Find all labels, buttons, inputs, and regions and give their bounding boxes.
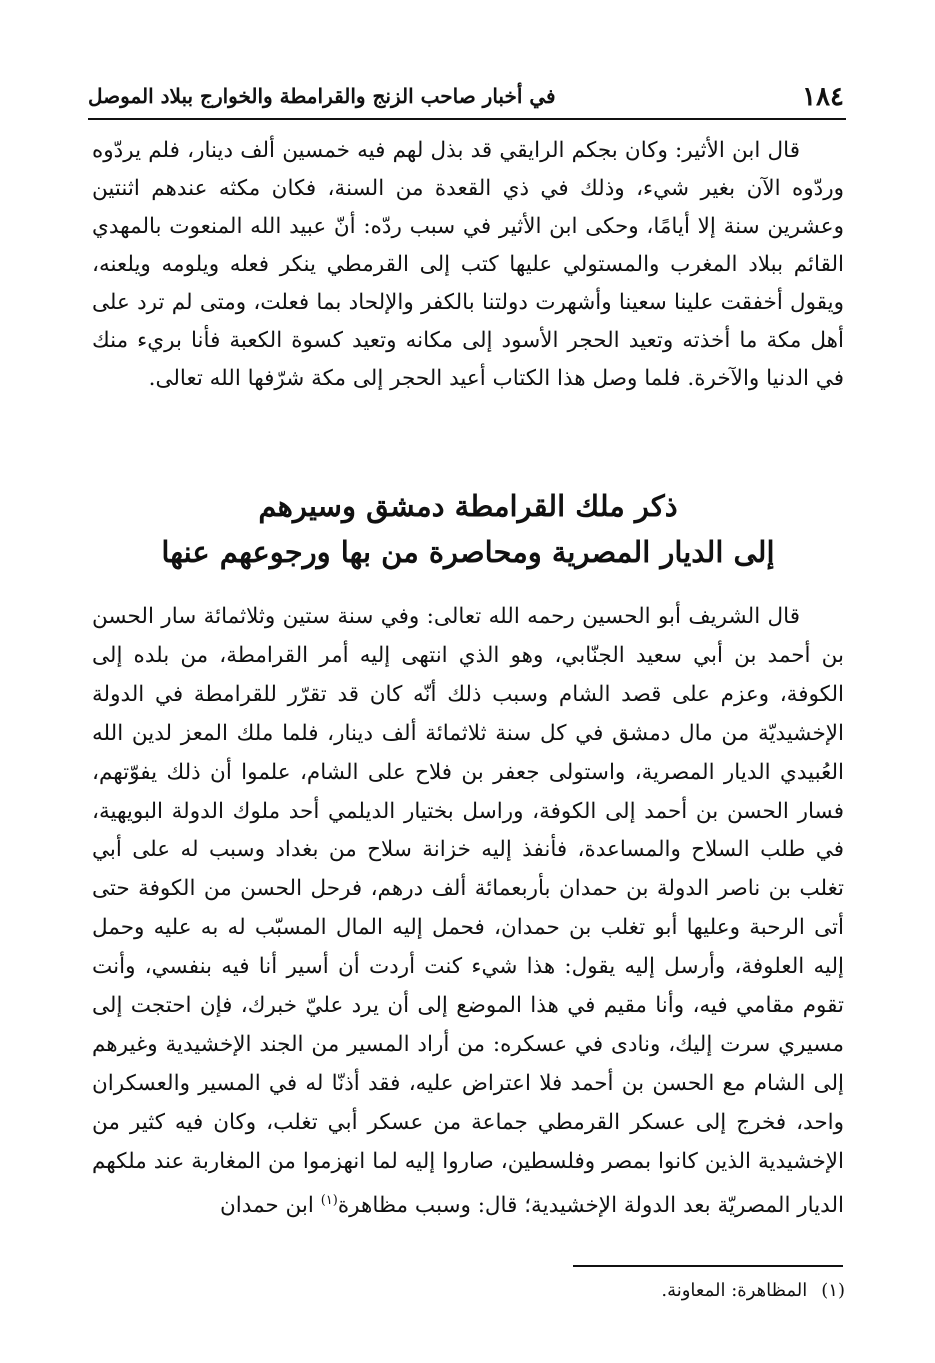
paragraph-2 [92,598,844,1226]
footnote-reference[interactable]: (١) [320,1192,338,1208]
page-header [88,78,844,116]
paragraph-2-text: قال الشريف أبو الحسين رحمه الله تعالى: وفي سنة ستين وثلاثمائة سار الحسن بن أحمد بن أبي سعيد الجنّابي، وهو الذي انتهى إليه أمر القرامطة، من بلده إلى الكوفة، وعزم على قصد الشام وسبب ذلك أنّه كان قد تقرّر للقرامطة في الدولة الإخشيديّة من مال دمشق في كل سنة ثلاثمائة ألف دينار، فلما ملك المعز لدين الله العُبيدي الديار المصرية، واستولى جعفر بن فلاح على الشام، علموا أن ذلك يفوّتهم، فسار الحسن بن أحمد إلى الكوفة، وراسل بختيار الديلمي أحد ملوك الدولة البويهية، في طلب السلاح والمساعدة، فأنفذ إليه خزانة سلاح من بغداد وسبب له على أبي تغلب بن ناصر الدولة بن حمدان بأربعمائة ألف درهم، فرحل الحسن من الكوفة حتى أتى الرحبة وعليها أبو تغلب بن حمدان، فحمل إليه المال المسبّب له به عليه وحمل إليه العلوفة، وأرسل إليه يقول: هذا شيء كنت أردت أن أسير أنا فيه بنفسي، وأنت تقوم مقامي فيه، وأنا مقيم في هذا الموضع إلى أن يرد عليّ خبرك، فإن احتجت إلى مسيري سرت إليك، ونادى في عسكره: من أراد المسير من الجند الإخشيدية وغيرهم إلى الشام مع الحسن بن أحمد فلا اعتراض عليه، فقد أذنّا له في المسير والعسكران واحد، فخرج إلى عسكر القرمطي جماعة من عسكر أبي تغلب، وكان فيه كثير من الإخشيدية الذين كانوا بمصر وفلسطين، صاروا إليه لما انهزموا من المغاربة عند ملكهم الديار المصريّة بعد الدولة الإخشيدية؛ قال: وسبب مظاهرة [92,604,844,1218]
page-number: ١٨٤ [802,82,844,112]
paragraph-1: قال ابن الأثير: وكان بجكم الرايقي قد بذل لهم فيه خمسين ألف دينار، فلم يردّوه وردّوه الآن بغير شيء، وذلك في ذي القعدة من السنة، فكان مكثه عندهم اثنتين وعشرين سنة إلا أيامًا، وحكى ابن الأثير في سبب ردّه: أنّ عبيد الله المنعوت بالمهدي القائم ببلاد المغرب والمستولي عليها كتب إلى القرمطي ينكر فعله ويلومه ويلعنه، ويقول أخفقت علينا سعينا وأشهرت دولتنا بالكفر والإلحاد بما فعلت، ومتى لم ترد على أهل مكة ما أخذته وتعيد الحجر الأسود إلى مكانه وتعيد كسوة الكعبة فأنا بريء منك في الدنيا والآخرة. فلما وصل هذا الكتاب أعيد الحجر إلى مكة شرّفها الله تعالى. [92,138,844,391]
running-title: في أخبار صاحب الزنج والقرامطة والخوارج ببلاد الموصل [88,84,556,108]
section-heading-line-1: ذكر ملك القرامطة دمشق وسيرهم [258,489,678,523]
footnote [300,1277,845,1305]
header-divider [88,118,846,120]
footnote-divider [573,1265,843,1267]
section-heading-line-2: إلى الديار المصرية ومحاصرة من بها ورجوعهم عنها [161,535,775,569]
footnote-text: المظاهرة: المعاونة. [661,1280,808,1301]
footnote-marker: (١) [821,1280,845,1301]
paragraph-2-tail: ابن حمدان [219,1192,314,1218]
